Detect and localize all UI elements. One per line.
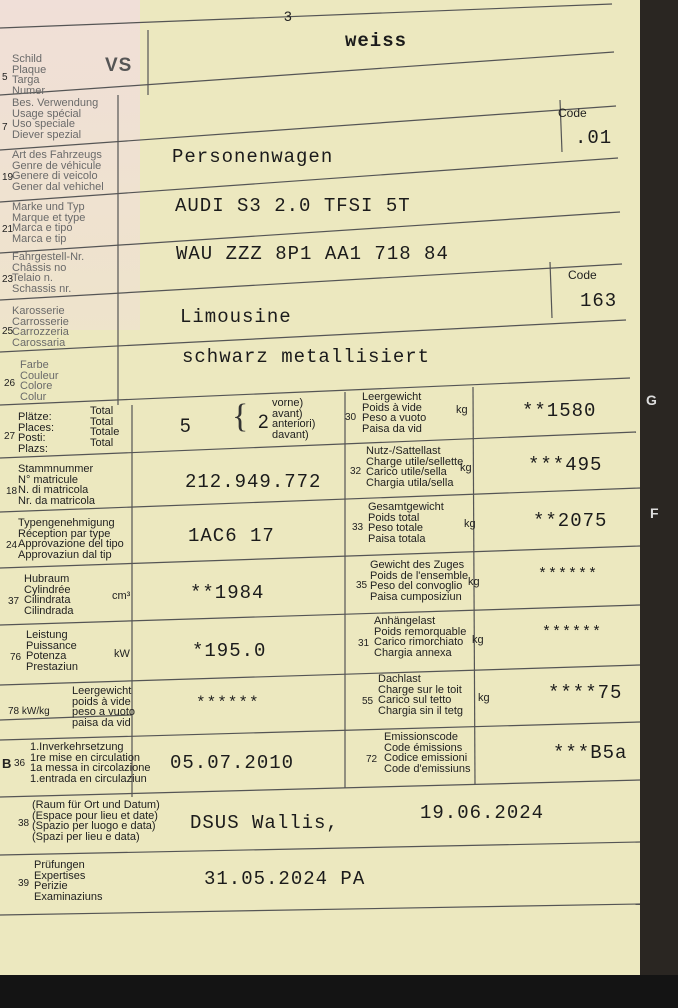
power-label: Leistung Puissance Potenza Prestaziun bbox=[26, 629, 78, 673]
train-weight-unit: kg bbox=[468, 576, 480, 588]
special-use-code-label: Code bbox=[558, 106, 587, 120]
vehicle-kind-label: Art des Fahrzeugs Genre de véhicule Genere di veicolo Gener dal vehichel bbox=[12, 149, 104, 193]
background-surface bbox=[0, 975, 678, 1008]
color-label: Farbe Couleur Colore Colur bbox=[20, 359, 59, 403]
side-marker-g: G bbox=[646, 392, 657, 408]
make-type-value: AUDI S3 2.0 TFSI 5T bbox=[175, 195, 411, 217]
chassis-number-value: WAU ZZZ 8P1 AA1 718 84 bbox=[176, 243, 449, 265]
field-number-37: 37 bbox=[8, 596, 20, 607]
front-seats-label: vorne) avant) anteriori) davant) bbox=[272, 397, 316, 441]
field-number-35: 35 bbox=[356, 580, 368, 591]
field-number-72: 72 bbox=[366, 754, 378, 765]
field-number-39: 39 bbox=[18, 878, 30, 889]
special-use-label: Bes. Verwendung Usage spécial Uso speciale Diever spezial bbox=[12, 97, 99, 141]
side-marker-b: B bbox=[2, 756, 12, 771]
field-number-5: 5 bbox=[2, 72, 8, 83]
field-number-26: 26 bbox=[4, 378, 16, 389]
field-number-38: 38 bbox=[18, 818, 30, 829]
first-registration-value: 05.07.2010 bbox=[170, 752, 295, 774]
trailer-load-value: ****** bbox=[542, 624, 603, 641]
field-number-7: 7 bbox=[2, 122, 8, 133]
field-number-30: 30 bbox=[345, 412, 357, 423]
displacement-unit: cm³ bbox=[112, 590, 131, 602]
train-weight-value: ****** bbox=[538, 566, 599, 583]
trailer-load-label: Anhängelast Poids remorquable Carico rimorchiato Chargia annexa bbox=[374, 615, 467, 659]
inspections-label: Prüfungen Expertises Perizie Examinaziuns bbox=[34, 859, 103, 903]
payload-label: Nutz-/Sattellast Charge utile/sellette Carico utile/sella Chargia utila/sella bbox=[366, 445, 464, 489]
trailer-load-unit: kg bbox=[472, 634, 484, 646]
front-seats-value: 2 bbox=[258, 412, 270, 433]
special-use-code-value: .01 bbox=[575, 127, 613, 149]
type-approval-label: Typengenehmigung Réception par type Approvazione del tipo Approvaziun dal tip bbox=[18, 517, 124, 561]
type-approval-value: 1AC6 17 bbox=[188, 525, 275, 547]
inspection-value: 31.05.2024 PA bbox=[204, 868, 366, 890]
seats-value: 5 bbox=[180, 416, 192, 437]
displacement-value: **1984 bbox=[190, 582, 265, 604]
canton-value: VS bbox=[105, 55, 133, 76]
body-value: Limousine bbox=[180, 306, 292, 328]
total-weight-unit: kg bbox=[464, 518, 476, 530]
power-weight-value: ****** bbox=[196, 694, 260, 712]
field-number-36: 36 bbox=[14, 758, 26, 769]
roof-load-unit: kg bbox=[478, 692, 490, 704]
seats-label: Plätze: Places: Posti: Plazs: bbox=[18, 411, 55, 455]
displacement-label: Hubraum Cylindrée Cilindrata Cilindrada bbox=[24, 573, 74, 617]
field-number-25: 25 bbox=[2, 326, 14, 337]
side-marker-f: F bbox=[650, 505, 659, 521]
power-weight-label: Leergewicht poids à vide peso a vuoto paisa da vid bbox=[72, 685, 135, 729]
field-number-21: 21 bbox=[2, 224, 14, 235]
first-registration-label: 1.Inverkehrsetzung 1re mise en circulation 1a messa in circolazione 1.entrada en circulaziun bbox=[30, 741, 151, 785]
empty-weight-unit: kg bbox=[456, 404, 468, 416]
roof-load-value: ****75 bbox=[548, 682, 623, 704]
emission-code-value: ***B5a bbox=[553, 742, 628, 764]
field-number-27: 27 bbox=[4, 431, 16, 442]
registration-number-value: 212.949.772 bbox=[185, 471, 322, 493]
roof-load-label: Dachlast Charge sur le toit Carico sul tetto Chargia sin il tetg bbox=[378, 673, 463, 717]
field-number-31: 31 bbox=[358, 638, 370, 649]
total-weight-value: **2075 bbox=[533, 510, 608, 532]
field-number-33: 33 bbox=[352, 522, 364, 533]
brace-symbol: { bbox=[232, 398, 250, 435]
issue-date-value: 19.06.2024 bbox=[420, 802, 545, 824]
place-date-label: (Raum für Ort und Datum) (Espace pour lieu et date) (Spazio per luogo e data) (Spazi per lieu e data) bbox=[32, 799, 160, 843]
color-value: schwarz metallisiert bbox=[182, 346, 431, 368]
make-type-label: Marke und Typ Marque et type Marca e tipo Marca e tip bbox=[12, 201, 86, 245]
field-number-32: 32 bbox=[350, 466, 362, 477]
body-label: Karosserie Carrosserie Carrozzeria Carossaria bbox=[12, 305, 69, 349]
registration-number-label: Stammnummer N° matricule N. di matricola Nr. da matricola bbox=[18, 463, 96, 507]
issuing-office-value: DSUS Wallis, bbox=[190, 812, 339, 834]
payload-unit: kg bbox=[460, 462, 472, 474]
field-number-23: 23 bbox=[2, 274, 14, 285]
field-number-24: 24 bbox=[6, 540, 18, 551]
train-weight-label: Gewicht des Zuges Poids de l'ensemble Peso del convoglio Paisa cumposiziun bbox=[370, 559, 469, 603]
vehicle-kind-value: Personenwagen bbox=[172, 146, 334, 168]
total-weight-label: Gesamtgewicht Poids total Peso totale Paisa totala bbox=[368, 501, 444, 545]
page-number: 3 bbox=[284, 8, 292, 24]
field-number-76: 76 bbox=[10, 652, 22, 663]
chassis-label: Fahrgestell-Nr. Châssis no Telaio n. Schassis nr. bbox=[12, 251, 85, 295]
body-code-label: Code bbox=[568, 268, 597, 282]
field-number-18: 18 bbox=[6, 486, 18, 497]
power-unit: kW bbox=[114, 648, 130, 660]
seats-total-label: Total Total Totale Total bbox=[90, 405, 120, 449]
field-number-55: 55 bbox=[362, 696, 374, 707]
payload-value: ***495 bbox=[528, 454, 603, 476]
plate-label: Schild Plaque Targa Numer bbox=[12, 53, 47, 97]
body-code-value: 163 bbox=[580, 290, 618, 312]
field-number-19: 19 bbox=[2, 172, 14, 183]
plate-color-value: weiss bbox=[345, 30, 408, 52]
power-value: *195.0 bbox=[192, 640, 267, 662]
field-number-78: 78 kW/kg bbox=[8, 706, 50, 717]
empty-weight-value: **1580 bbox=[522, 400, 597, 422]
empty-weight-label: Leergewicht Poids à vide Peso a vuoto Paisa da vid bbox=[362, 391, 427, 435]
emission-code-label: Emissionscode Code émissions Codice emissioni Code d'emissiuns bbox=[384, 731, 471, 775]
